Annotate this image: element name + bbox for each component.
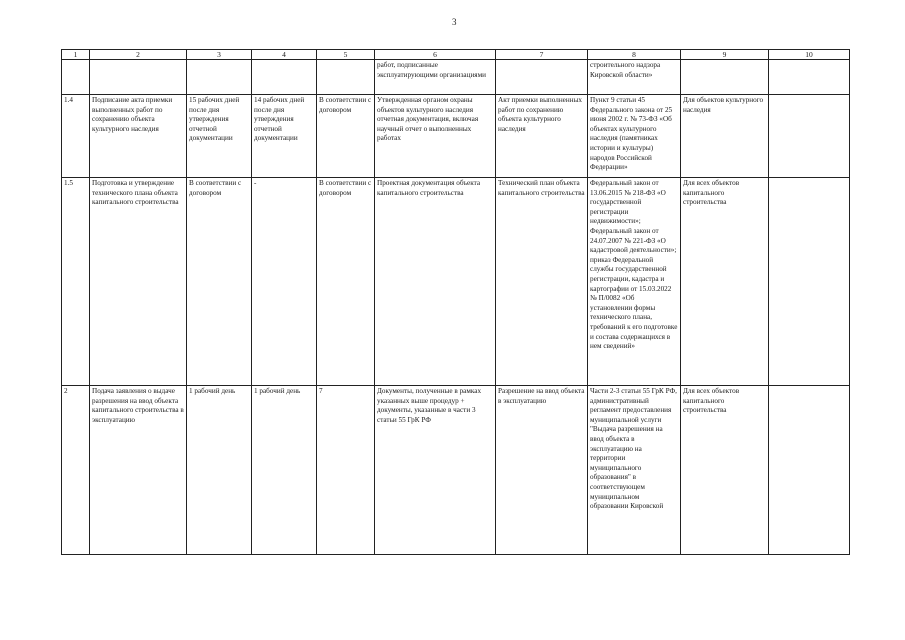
table-cell: Подписание акта приемки выполненных работ по сохранению объекта культурного наследия (90, 95, 187, 178)
column-header: 10 (769, 50, 850, 60)
table-cell: 15 рабочих дней после дня утверждения отчетной документации (187, 95, 252, 178)
column-header: 4 (252, 50, 317, 60)
table-cell: работ, подписанные эксплуатирующими организациями (375, 60, 496, 95)
table-cell (769, 95, 850, 178)
table-cell: 14 рабочих дней после дня утверждения отчетной документации (252, 95, 317, 178)
table-cell (62, 60, 90, 95)
table-row (62, 60, 850, 95)
table-cell: 1.5 (62, 178, 90, 386)
table-cell: Части 2-3 статьи 55 ГрК РФ, административный регламент предоставления муниципальной услуги "Выдача разрешения на ввод объекта в эксплуатацию на территории муниципального образования" в соответствующем муниципальном образовании Кировской (588, 386, 681, 555)
procedure-table (61, 49, 850, 555)
table-cell: Акт приемки выполненных работ по сохранению объекта культурного наследия (496, 95, 588, 178)
table-row (62, 95, 850, 178)
table-cell: 2 (62, 386, 90, 555)
table-cell: В соответствии с договором (187, 178, 252, 386)
column-header: 3 (187, 50, 252, 60)
table-cell (769, 386, 850, 555)
table-cell: Документы, полученные в рамках указанных выше процедур + документы, указанные в части 3 статьи 55 ГрК РФ (375, 386, 496, 555)
table-cell (769, 60, 850, 95)
column-number-row (62, 50, 850, 60)
table-row (62, 178, 850, 386)
table-cell: Проектная документация объекта капитального строительства (375, 178, 496, 386)
column-header: 1 (62, 50, 90, 60)
table-cell: 1 рабочий день (187, 386, 252, 555)
table-cell: Подготовка и утверждение технического плана объекта капитального строительства (90, 178, 187, 386)
page-number: 3 (452, 17, 457, 27)
table-cell: Разрешение на ввод объекта в эксплуатацию (496, 386, 588, 555)
column-header: 7 (496, 50, 588, 60)
table-cell (681, 60, 769, 95)
table-cell: Подача заявления о выдаче разрешения на ввод объекта капитального строительства в эксплуатацию (90, 386, 187, 555)
table-cell (317, 60, 375, 95)
table-cell (496, 60, 588, 95)
table-cell: строительного надзора Кировской области» (588, 60, 681, 95)
column-header: 2 (90, 50, 187, 60)
table-cell: Для всех объектов капитального строительства (681, 386, 769, 555)
table-cell: 1 рабочий день (252, 386, 317, 555)
table-cell (769, 178, 850, 386)
table-cell: Для объектов культурного наследия (681, 95, 769, 178)
table-cell: Для всех объектов капитального строительства (681, 178, 769, 386)
table-cell: 1.4 (62, 95, 90, 178)
table-cell: - (252, 178, 317, 386)
column-header: 5 (317, 50, 375, 60)
table-cell: В соответствии с договором (317, 95, 375, 178)
table-row (62, 386, 850, 555)
column-header: 6 (375, 50, 496, 60)
table-cell (252, 60, 317, 95)
table-cell (187, 60, 252, 95)
column-header: 9 (681, 50, 769, 60)
table-cell: Утвержденная органом охраны объектов культурного наследия отчетная документация, включая научный отчет о выполненных работах (375, 95, 496, 178)
table-cell (90, 60, 187, 95)
table-cell: 7 (317, 386, 375, 555)
table-cell: В соответствии с договором (317, 178, 375, 386)
column-header: 8 (588, 50, 681, 60)
table-cell: Федеральный закон от 13.06.2015 № 218-ФЗ «О государственной регистрации недвижимости»; Федеральный закон от 24.07.2007 № 221-ФЗ «О кадастровой деятельности»; приказ Федеральной службы государственной регистрации, кадастра и картографии от 15.03.2022 № П/0082 «Об установлении формы технического плана, требований к его подготовке и состава содержащихся в нем сведений» (588, 178, 681, 386)
table-cell: Пункт 9 статьи 45 Федерального закона от 25 июня 2002 г. № 73-ФЗ «Об объектах культурного наследия (памятниках истории и культуры) народов Российской Федерации» (588, 95, 681, 178)
table-cell: Технический план объекта капитального строительства (496, 178, 588, 386)
